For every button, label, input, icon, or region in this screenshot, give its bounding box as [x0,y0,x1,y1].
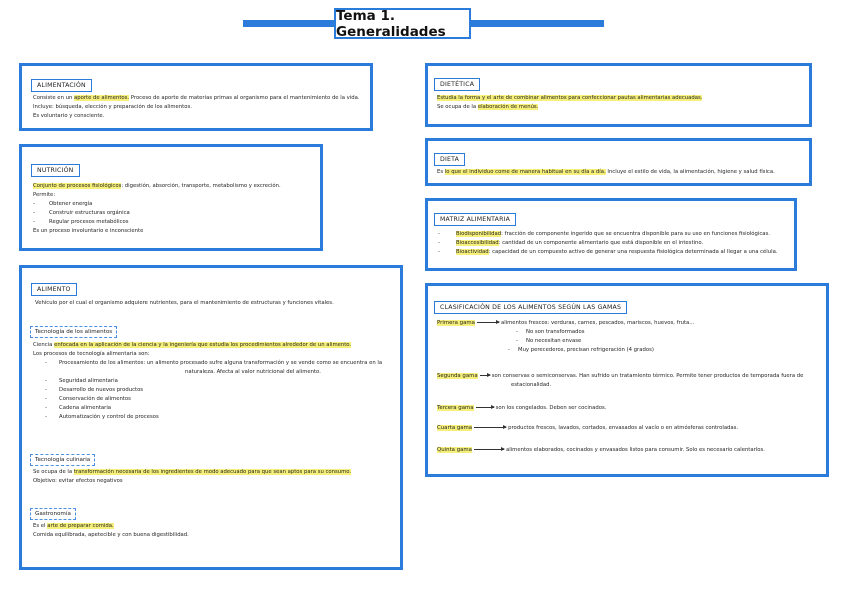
tecnologia-culinaria-text: Se ocupa de la transformación necesaria de los ingredientes de modo adecuado para que sean aptos para su consumo. Objetivo: evitar efectos negativos [33,469,352,484]
dietetica-box [425,63,812,127]
dietetica-text: Estudia la forma y el arte de combinar alimentos para confeccionar pautas alimentarias adecuadas. Se ocupa de la elaboración de menús. [437,95,703,110]
dieta-text: Es lo que el individuo come de manera habitual en su día a día. Incluye el estilo de vida, la alimentación, higiene y salud física. [437,169,775,175]
dieta-header: DIETA [434,153,465,166]
page-title: Tema 1. Generalidades [334,8,471,39]
gastronomia-header: Gastronomía [30,508,76,520]
gastronomia-text: Es el arte de preparar comida. Comida equilibrada, apetecible y con buena digestibilidad. [33,523,189,538]
arrow-right-icon [474,427,506,428]
list-item: - Biodisponibilidad: fracción de componente ingerido que se encuentra disponible para su uso en funciones fisiológicas. [438,230,778,239]
list-item: - Bioaccesibilidad: cantidad de un componente alimentario que está disponible en el intestino. [438,239,778,248]
list-item: - Seguridad alimentaria [33,377,382,386]
list-item: - Cadena alimentaria [33,404,382,413]
dietetica-header: DIETÉTICA [434,78,480,91]
tecnologia-alimentos-text: Ciencia enfocada en la aplicación de la ciencia y la ingeniería que estudia los procedimientos alrededor de un alimento. Los procesos de tecnología alimentaria son: - Procesamiento de los alimentos: un alimento procesado sufre alguna transformación y se vende como se encuentra en la naturaleza. Afecta al valor nutricional del alimento. - Seguridad alimentaria - Desarrollo de nuevos productos - Conservación de alimentos - Cadena alimentaria - Automatización y control de procesos [33,341,382,422]
quinta-gama: Quinta gama alimentos elaborados, cocinados y envasados listos para consumir. Solo es necesario calentarlos. [437,447,765,453]
segunda-gama: Segunda gama son conservas o semiconservas. Han sufrido un tratamiento térmico. Permite tener productos de temporada fuera de [437,373,804,379]
nutricion-box [19,144,323,251]
tecnologia-alimentos-header: Tecnología de los alimentos [30,326,117,338]
alimento-header: ALIMENTO [31,283,77,296]
alimento-definition: Vehículo por el cual el organismo adquiere nutrientes, para el mantenimiento de estructuras y funciones vitales. [35,300,334,306]
primera-gama: Primera gama alimentos frescos: verduras, carnes, pescados, mariscos, huevos, fruta... [437,320,695,326]
segunda-gama-cont: estacionalidad. [511,382,552,388]
arrow-right-icon [477,322,499,323]
list-item: - Regular procesos metabólicos [33,218,281,227]
alimentacion-box [19,63,373,131]
list-item: - No necesitan envase [516,337,654,346]
list-item: - Desarrollo de nuevos productos [33,386,382,395]
tecnologia-culinaria-header: Tecnología culinaria [30,454,95,466]
tercera-gama: Tercera gama son los congelados. Deben ser cocinados. [437,405,607,411]
list-item: - Construir estructuras orgánica [33,209,281,218]
list-item: - No son transformados [516,328,654,337]
nutricion-text: Conjunto de procesos fisiológicos: digestión, absorción, transporte, metabolismo y excreción. Permite: - Obtener energía - Construir estructuras orgánica - Regular procesos metabólicos Es un proceso involuntario e inconsciente [33,182,281,236]
list-item: - Bioactividad: capacidad de un compuesto activo de generar una respuesta fisiológica determinada al llegar a una célula. [438,248,778,257]
cuarta-gama: Cuarta gama productos frescos, lavados, cortados, envasados al vacío o en atmósferas controladas. [437,425,739,431]
matriz-header: MATRIZ ALIMENTARIA [434,213,516,226]
arrow-right-icon [476,407,494,408]
list-item: - Muy perecederos, precisan refrigeración (4 grados) [508,346,654,355]
arrow-right-icon [480,375,490,376]
list-item: - Obtener energía [33,200,281,209]
list-item: - Conservación de alimentos [33,395,382,404]
clasificacion-header: CLASIFICACIÓN DE LOS ALIMENTOS SEGÚN LAS GAMAS [434,301,627,314]
matriz-text [438,230,778,257]
alimento-box [19,265,403,570]
list-item: - Procesamiento de los alimentos: un alimento procesado sufre alguna transformación y se vende como se encuentra en la [33,359,382,368]
primera-gama-details [508,328,654,355]
arrow-right-icon [474,449,504,450]
clasificacion-box [425,283,829,477]
nutricion-header: NUTRICIÓN [31,164,80,177]
alimentacion-text: Consiste en un aporte de alimentos. Proceso de aporte de materias primas al organismo para el mantenimiento de la vida. Incluye: búsqueda, elección y preparación de los alimentos. Es voluntario y consciente. [33,95,360,119]
dieta-box [425,138,812,186]
alimentacion-header: ALIMENTACIÓN [31,79,92,92]
list-item: - Automatización y control de procesos [33,413,382,422]
matriz-box [425,198,797,271]
